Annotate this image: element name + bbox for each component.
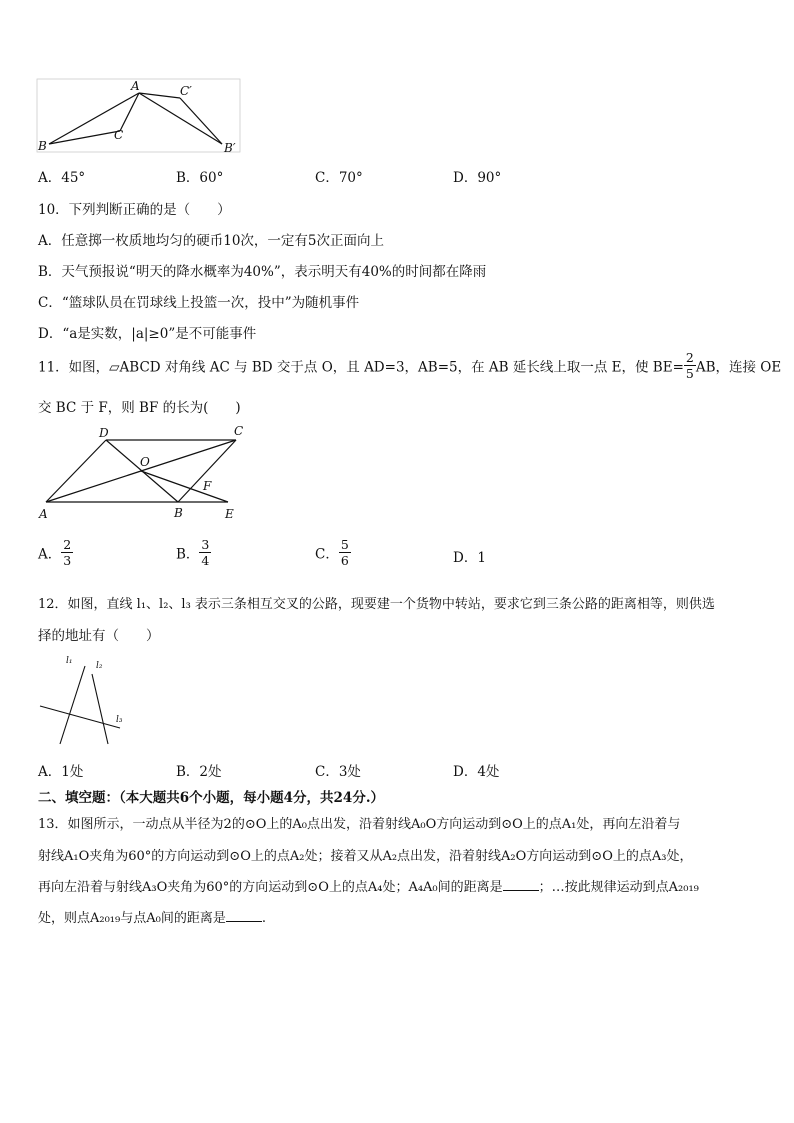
q9-label-a: A [131, 79, 140, 93]
q11-option-b-den: 4 [201, 553, 210, 568]
q11-option-a-fraction [61, 537, 73, 568]
q11-stem-frac-num: 2 [685, 350, 694, 365]
q11-stem-frac-den: 5 [685, 366, 694, 381]
q11-label-d: D [99, 426, 109, 440]
q12-label-l1: l₁ [66, 656, 73, 666]
q12-figure [36, 652, 136, 748]
q11-option-d: D．1 [453, 550, 486, 566]
q10-option-c: C．“篮球队员在罚球线上投篮一次，投中”为随机事件 [38, 295, 360, 311]
q11-option-c-fraction [339, 537, 351, 568]
q11-option-a-label: A． [38, 546, 62, 563]
q9-option-c: C．70° [315, 170, 363, 186]
q9-label-b-prime: B′ [224, 141, 236, 154]
q9-label-c-prime: C′ [180, 84, 192, 98]
q13-line4 [38, 907, 266, 926]
q11-option-c-label: C． [315, 546, 339, 563]
q11-label-f: F [203, 479, 212, 493]
q12-option-a: A．1处 [38, 764, 84, 780]
q11-stem-fraction [684, 350, 696, 381]
q12-option-c: C．3处 [315, 764, 361, 780]
q12-label-l3: l₃ [116, 715, 123, 725]
q11-option-a-den: 3 [63, 553, 72, 568]
q11-option-a-num: 2 [63, 537, 72, 552]
q13-line3b: ；…按此规律运动到点A₂₀₁₉ [538, 880, 699, 895]
q11-label-b: B [174, 506, 183, 520]
q13-answer-blank-2[interactable] [226, 909, 262, 922]
q11-stem-line2: 交 BC 于 F，则 BF 的长为( ) [38, 400, 241, 416]
q13-line1: 13．如图所示，一动点从半径为2的⊙O上的A₀点出发，沿着射线A₀O方向运动到⊙O上的点A₁处，再向左沿着与 [38, 817, 681, 832]
q11-label-c: C [234, 424, 244, 438]
q13-answer-blank-1[interactable] [503, 878, 539, 891]
q11-option-c-num: 5 [340, 537, 349, 552]
q11-label-e: E [225, 507, 234, 521]
q10-stem: 10．下列判断正确的是（ ） [38, 202, 231, 218]
q11-label-a: A [39, 507, 48, 521]
q11-option-b [176, 537, 211, 568]
q10-option-a: A．任意掷一枚质地均匀的硬币10次，一定有5次正面向上 [38, 233, 385, 249]
q11-option-c [315, 537, 351, 568]
q12-stem-line2: 择的地址有（ ） [38, 628, 160, 644]
q13-line4a: 处，则点A₂₀₁₉与点A₀间的距离是 [38, 911, 226, 926]
section2-heading: 二、填空题：（本大题共6个小题，每小题4分，共24分.） [38, 790, 385, 806]
q11-stem-part1: 11．如图，▱ABCD 对角线 AC 与 BD 交于点 O，且 AD=3，AB=5，在 AB 延长线上取一点 E，使 BE= [38, 359, 684, 376]
q12-label-l2: l₂ [96, 661, 103, 671]
q9-figure [36, 78, 242, 154]
q11-figure [36, 422, 256, 522]
q9-option-b: B．60° [176, 170, 224, 186]
q11-option-c-den: 6 [340, 553, 349, 568]
q9-label-b: B [38, 139, 47, 153]
q13-line3 [38, 876, 699, 895]
q9-label-c: C [114, 128, 124, 142]
q13-line3a: 再向左沿着与射线A₃O夹角为60°的方向运动到⊙O上的点A₄处；A₄A₀间的距离是 [38, 880, 503, 895]
q12-stem-line1: 12．如图，直线 l₁、l₂、l₃ 表示三条相互交叉的公路，现要建一个货物中转站，要求它到三条公路的距离相等，则供选 [38, 597, 715, 612]
q13-line4b: . [261, 911, 266, 926]
q11-option-b-num: 3 [201, 537, 210, 552]
q11-option-b-label: B． [176, 546, 200, 563]
q10-option-d: D．“a是实数，|a|≥0”是不可能事件 [38, 326, 257, 342]
q11-stem-line1 [38, 350, 781, 381]
q10-option-b: B．天气预报说“明天的降水概率为40%”，表示明天有40%的时间都在降雨 [38, 264, 487, 280]
q13-line2: 射线A₁O夹角为60°的方向运动到⊙O上的点A₂处；接着又从A₂点出发，沿着射线A₂O方向运动到⊙O上的点A₃处， [38, 849, 693, 864]
q9-option-a: A．45° [38, 170, 86, 186]
q11-label-o: O [140, 455, 150, 469]
q11-option-a [38, 537, 73, 568]
q11-option-b-fraction [199, 537, 211, 568]
q12-option-b: B．2处 [176, 764, 222, 780]
q12-option-d: D．4处 [453, 764, 500, 780]
q9-option-d: D．90° [453, 170, 502, 186]
q11-stem-part2: AB，连接 OE [695, 359, 782, 376]
